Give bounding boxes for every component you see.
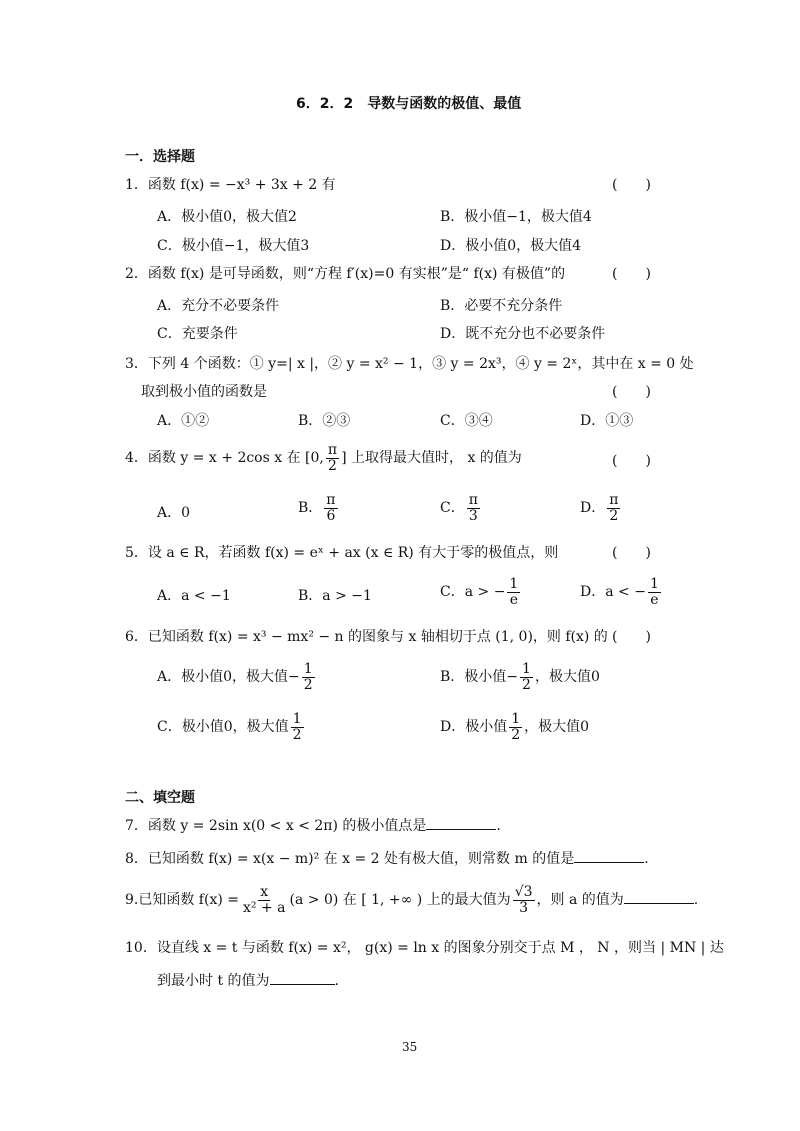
question-4-stem: 4．函数 y = x + 2cos x 在 [0, $\frac{\pi}{2}$ ] 上取得最大值时， x 的值为: [125, 442, 522, 474]
answer-parentheses: ( ): [612, 177, 651, 193]
fraction: $\frac{1}{2}$: [292, 711, 302, 743]
question-3-stem: 3．下列 4 个函数：① y=| x |，② y = x² − 1，③ y = 2x³，④ y = 2ˣ，其中在 x = 0 处: [125, 356, 694, 372]
option-c: C．充要条件: [157, 326, 238, 342]
option-a: A．a < −1: [157, 588, 231, 604]
math-expression: f(x) = −x³ + 3x + 2: [180, 177, 318, 193]
question-7-stem: 7．函数 y = 2sin x(0 < x < 2π) 的极小值点是 .: [125, 818, 501, 834]
section-heading-choice: 一．选择题: [125, 149, 195, 165]
option-b: B．极小值− $\frac{1}{2}$ ，极大值0: [440, 661, 600, 693]
fraction: $\frac{\pi}{2}$: [609, 492, 619, 524]
option-a: A．①②: [157, 413, 210, 429]
answer-blank[interactable]: [426, 817, 496, 830]
fraction: $\frac{1}{e}$: [509, 576, 519, 608]
answer-parentheses: ( ): [612, 629, 651, 645]
fraction: $\frac{\pi}{6}$: [326, 492, 336, 524]
option-c: C．③④: [440, 413, 493, 429]
option-b: B．必要不充分条件: [440, 298, 563, 314]
question-8-stem: 8．已知函数 f(x) = x(x − m)² 在 x = 2 处有极大值，则常数 m 的值是 .: [125, 851, 649, 867]
option-c: C． $\frac{\pi}{3}$: [440, 492, 478, 524]
question-3-stem-line2: 取到极小值的函数是: [141, 384, 267, 400]
fraction: $\frac{1}{2}$: [303, 661, 313, 693]
option-d: D．①③: [580, 413, 634, 429]
option-d: D．a < − $\frac{1}{e}$: [580, 576, 659, 608]
answer-parentheses: ( ): [612, 384, 651, 400]
answer-parentheses: ( ): [612, 266, 651, 282]
answer-parentheses: ( ): [612, 453, 651, 469]
section-heading-fill: 二、填空题: [125, 790, 195, 806]
question-10-stem-line2: 到最小时 t 的值为 .: [157, 973, 339, 989]
fraction: $\frac{\pi}{2}$: [327, 442, 338, 474]
fraction: $\frac{√3}{3}$: [514, 884, 533, 916]
fraction: $\frac{1}{2}$: [511, 711, 521, 743]
fraction: $\frac{1}{e}$: [649, 576, 659, 608]
question-10-stem: 10．设直线 x = t 与函数 f(x) = x²， g(x) = ln x 的图象分别交于点 M ， N ，则当 | MN | 达: [125, 940, 724, 956]
option-d: D．极小值0，极大值4: [440, 238, 582, 254]
question-2-stem: 2．函数 f(x) 是可导函数，则“方程 f′(x)=0 有实根”是“ f(x) 有极值”的: [125, 266, 566, 282]
page-number: 35: [402, 1040, 418, 1054]
option-d: D．极小值 $\frac{1}{2}$ ，极大值0: [440, 711, 590, 743]
option-c: C．a > − $\frac{1}{e}$: [440, 576, 519, 608]
question-6-stem: 6．已知函数 f(x) = x³ − mx² − n 的图象与 x 轴相切于点 (1, 0)，则 f(x) 的: [125, 629, 608, 645]
option-d: D．既不充分也不必要条件: [440, 326, 606, 342]
answer-blank[interactable]: [270, 972, 335, 985]
question-number: 1．: [125, 177, 148, 193]
option-c: C．极小值0，极大值 $\frac{1}{2}$: [157, 711, 302, 743]
question-9-stem: 9.已知函数 f(x) = $\frac{x}{\text{x² + a}}$ (a > 0) 在 [ 1, +∞ ) 上的最大值为 $\frac{√3}{3}$ ，则 a 的值为 .: [125, 884, 699, 916]
fraction: $\frac{1}{2}$: [522, 661, 531, 693]
fraction: $\frac{\pi}{3}$: [468, 492, 478, 524]
option-a: A．极小值0，极大值2: [157, 209, 297, 225]
option-c: C．极小值−1，极大值3: [157, 238, 310, 254]
option-a: A．0: [157, 505, 191, 521]
option-b: B．②③: [298, 413, 351, 429]
fraction: $\frac{x}{\text{x² + a}}$: [243, 884, 286, 916]
option-b: B．a > −1: [298, 588, 372, 604]
answer-parentheses: ( ): [612, 545, 651, 561]
question-1-stem: 1．函数 f(x) = −x³ + 3x + 2 有: [125, 177, 336, 193]
page-title: 6．2．2 导数与函数的极值、最值: [296, 96, 522, 112]
answer-blank[interactable]: [624, 891, 694, 904]
option-b: B．极小值−1，极大值4: [440, 209, 592, 225]
answer-blank[interactable]: [574, 850, 644, 863]
option-d: D． $\frac{\pi}{2}$: [580, 492, 619, 524]
option-b: B． $\frac{\pi}{6}$: [298, 492, 336, 524]
question-5-stem: 5．设 a ∈ R，若函数 f(x) = eˣ + ax (x ∈ R) 有大于零的极值点，则: [125, 545, 559, 561]
option-a: A．充分不必要条件: [157, 298, 280, 314]
option-a: A．极小值0，极大值− $\frac{1}{2}$: [157, 661, 313, 693]
